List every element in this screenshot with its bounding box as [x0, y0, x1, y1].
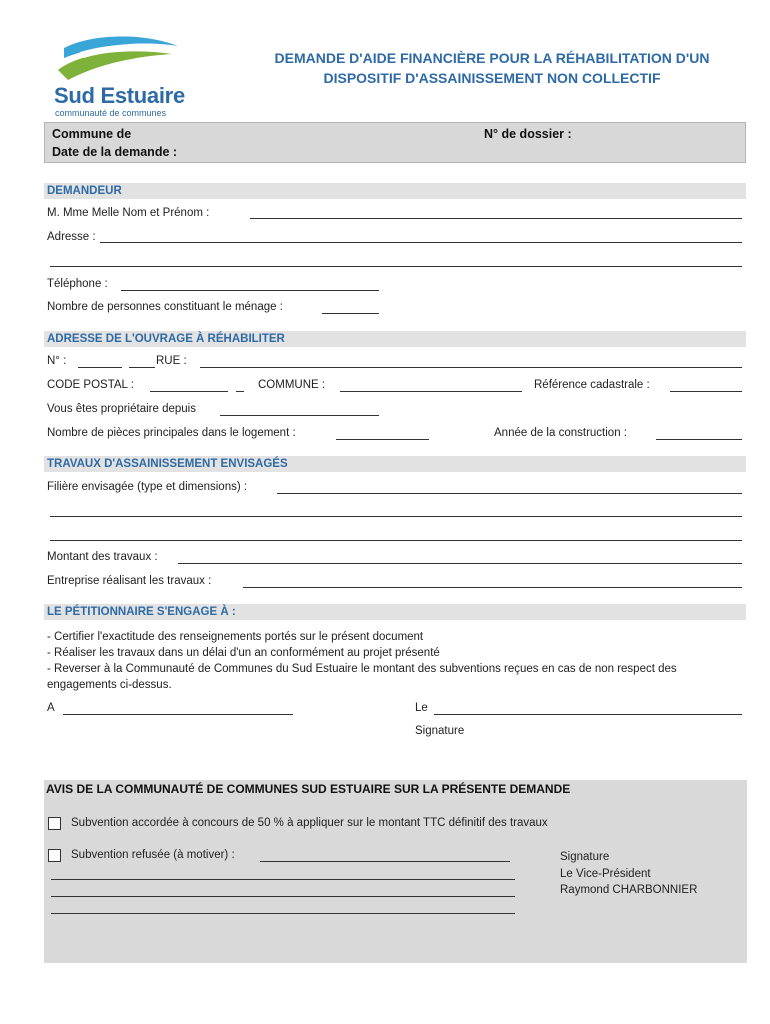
phone-field-line[interactable]	[121, 290, 379, 291]
logo-name: Sud Estuaire	[54, 83, 185, 108]
persons-field-line[interactable]	[322, 313, 379, 314]
engagement-item: - Certifier l'exactitude des renseignements portés sur le présent document	[47, 631, 424, 643]
rooms-label: Nombre de pièces principales dans le logement :	[47, 427, 296, 439]
title-line-1: DEMANDE D'AIDE FINANCIÈRE POUR LA RÉHABILITATION D'UN	[274, 50, 710, 66]
refused-label: Subvention refusée (à motiver) :	[71, 849, 235, 861]
logo-subtitle: communauté de communes	[55, 108, 167, 118]
address-label: Adresse :	[47, 231, 96, 243]
commune-field-line[interactable]	[340, 391, 522, 392]
rue-field-line[interactable]	[200, 367, 742, 368]
cp-field-line[interactable]	[150, 391, 228, 392]
cadastre-label: Référence cadastrale :	[534, 379, 650, 391]
section-ouvrage: ADRESSE DE L'OUVRAGE À RÉHABILITER	[44, 331, 746, 347]
cadastre-field-line[interactable]	[670, 391, 742, 392]
dossier-label: N° de dossier :	[484, 127, 572, 141]
name-label: M. Mme Melle Nom et Prénom :	[47, 207, 210, 219]
refused-field-line[interactable]	[260, 861, 510, 862]
cp-field-line-2[interactable]	[236, 391, 244, 392]
num-field-line-2[interactable]	[129, 367, 155, 368]
montant-field-line[interactable]	[178, 563, 742, 564]
address-field-line-2[interactable]	[50, 266, 742, 267]
phone-label: Téléphone :	[47, 278, 108, 290]
filiere-label: Filière envisagée (type et dimensions) :	[47, 481, 248, 493]
cp-label: CODE POSTAL :	[47, 379, 134, 391]
num-label: N° :	[47, 355, 67, 367]
commune-label: Commune de	[52, 127, 132, 141]
a-field-line[interactable]	[63, 714, 293, 715]
title-line-2: DISPOSITIF D'ASSAINISSEMENT NON COLLECTIF	[323, 70, 661, 86]
filiere-field-line-3[interactable]	[50, 540, 742, 541]
avis-heading: AVIS DE LA COMMUNAUTÉ DE COMMUNES SUD ESTUAIRE SUR LA PRÉSENTE DEMANDE	[46, 782, 571, 796]
engagement-item: - Reverser à la Communauté de Communes du Sud Estuaire le montant des subventions reçues en cas de non respect des engagements ci-dessus.	[47, 663, 677, 691]
commune-field-label: COMMUNE :	[258, 379, 326, 391]
filiere-field-line-2[interactable]	[50, 516, 742, 517]
page-title	[232, 48, 752, 88]
avis-signature-label: Signature	[560, 851, 610, 863]
num-field-line[interactable]	[78, 367, 122, 368]
avis-signature-role: Le Vice-Président	[560, 867, 651, 880]
address-field-line[interactable]	[100, 242, 742, 243]
accorded-label: Subvention accordée à concours de 50 % à appliquer sur le montant TTC définitif des travaux	[71, 817, 548, 829]
date-label: Date de la demande :	[52, 145, 178, 159]
filiere-field-line[interactable]	[277, 493, 742, 494]
signature-label: Signature	[415, 725, 465, 737]
entreprise-field-line[interactable]	[243, 587, 742, 588]
a-label: A	[47, 702, 55, 714]
le-label: Le	[415, 702, 428, 714]
name-field-line[interactable]	[250, 218, 742, 219]
section-travaux: TRAVAUX D'ASSAINISSEMENT ENVISAGÉS	[44, 456, 746, 472]
accorded-checkbox[interactable]	[48, 817, 61, 830]
rue-label: RUE :	[156, 355, 187, 367]
engagement-item: - Réaliser les travaux dans un délai d'un an conformément au projet présenté	[47, 647, 440, 659]
engagement-list	[47, 629, 747, 693]
entreprise-label: Entreprise réalisant les travaux :	[47, 575, 212, 587]
refused-motive-line-1[interactable]	[51, 879, 515, 880]
rooms-field-line[interactable]	[336, 439, 429, 440]
year-label: Année de la construction :	[494, 427, 627, 439]
owner-field-line[interactable]	[220, 415, 379, 416]
refused-checkbox[interactable]	[48, 849, 61, 862]
owner-label: Vous êtes propriétaire depuis	[47, 403, 196, 415]
avis-signature-name: Raymond CHARBONNIER	[560, 884, 698, 896]
persons-label: Nombre de personnes constituant le ménage :	[47, 301, 283, 313]
year-field-line[interactable]	[656, 439, 742, 440]
refused-motive-line-3[interactable]	[51, 913, 515, 914]
montant-label: Montant des travaux :	[47, 551, 158, 563]
section-demandeur: DEMANDEUR	[44, 183, 746, 199]
signature-block	[560, 849, 697, 899]
le-field-line[interactable]	[434, 714, 742, 715]
refused-motive-line-2[interactable]	[51, 896, 515, 897]
section-engagement: LE PÉTITIONNAIRE S'ENGAGE À :	[44, 604, 746, 620]
